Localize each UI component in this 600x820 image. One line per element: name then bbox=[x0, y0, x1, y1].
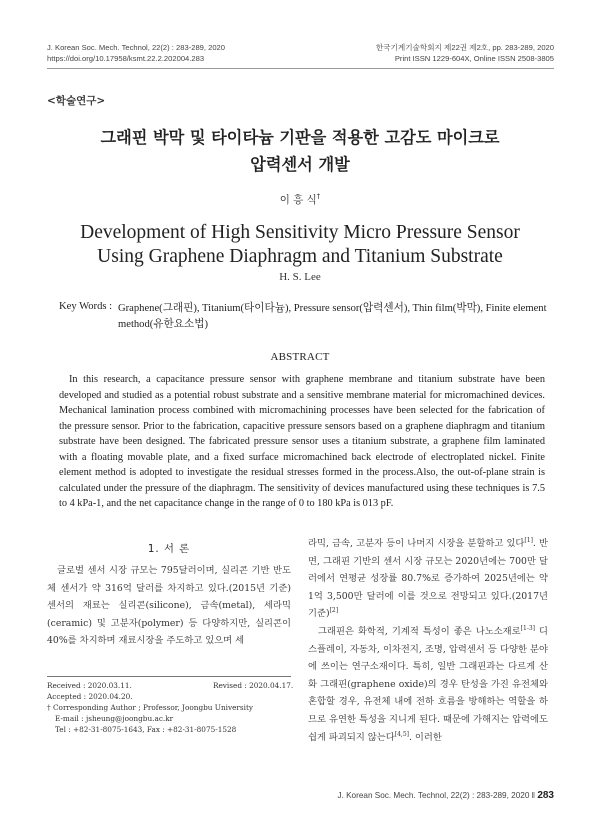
footer-citation: J. Korean Soc. Mech. Technol, 22(2) : 283-289, 2020 ‖ bbox=[337, 791, 538, 800]
corresponding-author: † Corresponding Author ; Professor, Joongbu University bbox=[47, 703, 254, 712]
author-english: H. S. Lee bbox=[279, 271, 321, 283]
accepted-date: Accepted : 2020.04.20. bbox=[47, 692, 133, 701]
doi-link[interactable]: https://doi.org/10.17958/ksmt.22.2.202004.283 bbox=[47, 54, 205, 63]
author-phone: Tel : +82-31-8075-1643, Fax : +82-31-8075-1528 bbox=[55, 725, 237, 734]
section-introduction-left bbox=[47, 541, 291, 650]
issn-info: Print ISSN 1229-604X, Online ISSN 2508-3805 bbox=[394, 54, 554, 63]
title-english-line-1: Development of High Sensitivity Micro Pressure Sensor bbox=[80, 222, 520, 243]
title-korean-line-1: 그래핀 박막 및 타이타늄 기판을 적용한 고감도 마이크로 bbox=[100, 128, 500, 147]
intro-paragraph-left: 글로벌 센서 시장 규모는 795달러이며, 실리콘 기반 반도체 센서가 약 316억 달러를 차지하고 있다.(2015년 기준) 센서의 재료는 실리콘(silicone), 금속(metal), 세라믹(ceramic) 및 고분자(polymer) 등 다양하지만, 실리콘이 40%를 차지하며 재료시장을 주도하고 있으며 세 bbox=[47, 565, 291, 647]
page-number: 283 bbox=[537, 790, 554, 801]
abstract-heading: ABSTRACT bbox=[270, 351, 330, 363]
title-korean-line-2: 압력센서 개발 bbox=[250, 155, 350, 174]
article-category: <학술연구> bbox=[47, 95, 106, 107]
keywords-text: Graphene(그래핀), Titanium(타이타늄), Pressure sensor(압력센서), Thin film(박막), Finite element method(유한요소법) bbox=[118, 303, 547, 330]
page-footer bbox=[337, 790, 554, 801]
running-header-left bbox=[47, 42, 225, 64]
intro-paragraph-right-1: 라믹, 금속, 고분자 등이 나머지 시장을 분할하고 있다[1]. 반면, 그래핀 기반의 센서 시장 규모는 2020년에는 700만 달러에서 연평균 성장률 80.7%로 증가하여 2025년에는 약 1억 3,500만 달러에 이를 것으로 전망되고 있다.(2017년 기준)[2] bbox=[308, 536, 548, 620]
citation-ref: [1-3] bbox=[520, 624, 535, 632]
revised-date: Revised : 2020.04.17. bbox=[213, 681, 294, 690]
section-heading: 1. 서 론 bbox=[147, 543, 191, 555]
journal-citation: J. Korean Soc. Mech. Technol, 22(2) : 283-289, 2020 bbox=[47, 43, 225, 52]
citation-ref: [1] bbox=[524, 536, 533, 544]
header-divider bbox=[47, 68, 554, 69]
title-english-line-2: Using Graphene Diaphragm and Titanium Substrate bbox=[97, 246, 503, 267]
title-english bbox=[0, 221, 600, 269]
received-date: Received : 2020.03.11. bbox=[47, 681, 132, 690]
running-header-right bbox=[376, 42, 554, 64]
footnote-divider bbox=[47, 676, 291, 677]
intro-paragraph-right-2: 그래핀은 화학적, 기계적 특성이 좋은 나노소재로[1-3] 디스플레이, 자동차, 이차전지, 조명, 압력센서 등 다양한 분야에 쓰이는 연구소재이다. 특히, 일반 그래핀과는 다르게 산화 그래핀(graphene oxide)의 경우 탄성을 가진 유전체와 혼합할 경우, 유전체 내에 전하 흐름을 방해하는 역할을 하므로 유연한 특성을 지니게 된다. 때문에 가해지는 압력에도 쉽게 파괴되지 않는다[4,5]. 이러한 bbox=[308, 624, 548, 743]
title-korean bbox=[0, 124, 600, 178]
abstract-body: In this research, a capacitance pressure sensor with graphene membrane and titanium substrate have been developed and studied as a potential robust substrate and a sensitive membrane material for micromachined devices. Mechanical lamination process combined with micromachining processes have been selected for the fabrication of the pressure sensor. Prior to the fabrication, capacitive pressure sensors based on a graphene diaphragm and titanium substrate have been designed. The fabricated pressure sensor uses a titanium substrate, a graphene film laminated with a floating movable plate, and a fixed surface micromachined back electrode of electroplated nickel. Finite element method is adopted to investigate the residual stresses formed in the process.Also, the out-of-plane strain is calculated under the pressure of the diaphragm. The sensitivity of devices manufactured using these techniques is 7.5 to 4 kPa-1, and the net capacitance change in the range of 0 to 180 kPa is 013 pF. bbox=[59, 374, 545, 509]
citation-ref: [2] bbox=[329, 607, 339, 615]
keywords-label: Key Words : bbox=[59, 301, 113, 312]
corresponding-mark: † bbox=[316, 192, 321, 201]
author-email[interactable]: E-mail : jsheung@joongbu.ac.kr bbox=[55, 714, 174, 723]
journal-citation-korean: 한국기계기술학회지 제22권 제2호, pp. 283-289, 2020 bbox=[375, 43, 554, 52]
author-korean bbox=[0, 192, 600, 207]
citation-ref: [4,5] bbox=[394, 730, 409, 738]
author-korean-name: 이 흥 식 bbox=[279, 194, 317, 206]
section-introduction-right bbox=[308, 535, 548, 746]
